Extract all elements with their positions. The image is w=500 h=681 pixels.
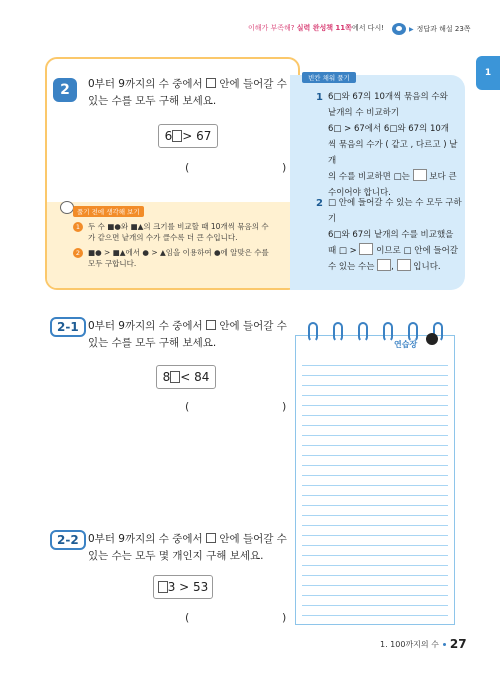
page-footer (380, 637, 467, 651)
hint-1-line2: 가 같으면 낱개의 수가 클수록 더 큰 수입니다. (88, 233, 238, 242)
step1-line1: 6□와 67의 10개씩 묶음의 수와 (328, 92, 448, 102)
step2-line1: □ 안에 들어갈 수 있는 수 모두 구하기 (328, 198, 462, 224)
blank-square-icon (172, 130, 182, 142)
answer-field[interactable] (196, 160, 276, 174)
step1-line5b: 보다 큰 (429, 172, 457, 182)
triangle-right-icon: ▶ (409, 25, 414, 33)
step2-line4a: 수 있는 수는 (328, 262, 375, 272)
blank-square-icon (206, 533, 216, 543)
hint-title: 풀기 전에 생각해 보기 (73, 206, 144, 217)
problem-2-2-question (88, 531, 288, 565)
mascot-icon (392, 23, 406, 35)
binding-ring-icon (383, 322, 393, 342)
question-line1a: 0부터 9까지의 수 중에서 (88, 78, 203, 90)
review-note-book: 실력 완성책 11쪽 (296, 24, 352, 32)
page-number: 27 (449, 637, 467, 651)
expr-left: 8 (162, 370, 171, 384)
problem-number-badge: 2 (53, 78, 77, 102)
guided-panel-title: 빈칸 채워 풀기 (302, 72, 356, 83)
step-2-number: 2 (316, 198, 323, 209)
binding-ring-icon (333, 322, 343, 342)
answer-reference-text: 정답과 해설 23쪽 (416, 25, 471, 33)
step1-line5a: 의 수를 비교하면 □는 (328, 172, 410, 182)
review-note (248, 23, 384, 33)
answer-paren-open: ( (185, 611, 190, 624)
answer-paren-open: ( (185, 161, 190, 174)
question-line2: 있는 수를 모두 구해 보세요. (88, 95, 217, 107)
hint-2 (88, 247, 293, 269)
binding-ring-icon (358, 322, 368, 342)
footer-chapter: 1. 100까지의 수 (380, 639, 439, 649)
problem-2-question (88, 76, 288, 110)
hint-2-line1: ■● > ■▲에서 ● > ▲임을 이용하여 ●에 알맞은 수를 (88, 248, 269, 257)
step1-line3: 6□ > 67에서 6□와 67의 10개 (328, 124, 450, 134)
review-note-suffix: 에서 다시! (351, 24, 385, 32)
answer-blank[interactable] (413, 169, 427, 181)
hint-2-line2: 모두 구합니다. (88, 259, 137, 268)
blank-square-icon (158, 581, 168, 593)
question-line1a: 0부터 9까지의 수 중에서 (88, 533, 203, 545)
problem-2-expression (158, 124, 218, 148)
step-1-number: 1 (316, 92, 323, 103)
step2-line4c: 입니다. (413, 262, 441, 272)
step1-line4: 씩 묶음의 수가 ( 같고 , 다르고 ) 낱개 (328, 140, 458, 166)
answer-field[interactable] (196, 399, 276, 413)
question-line1b: 안에 들어갈 수 (219, 533, 287, 545)
memo-tag: 연습장 (394, 340, 418, 349)
blank-square-icon (170, 371, 180, 383)
problem-2-1-expression (156, 365, 216, 389)
hint-1 (88, 221, 293, 243)
answer-paren-open: ( (185, 400, 190, 413)
step2-comma: , (391, 262, 394, 272)
scratch-notepad[interactable] (295, 335, 455, 625)
review-note-prefix: 이해가 부족해? (248, 24, 295, 32)
expr-right: > 67 (182, 129, 212, 143)
answer-paren-close: ) (282, 161, 287, 174)
dog-mascot-icon (60, 201, 74, 214)
chapter-tab: 1 (476, 56, 500, 90)
expr-left: 6 (164, 129, 173, 143)
answer-paren-close: ) (282, 611, 287, 624)
girl-mascot-icon (426, 333, 438, 345)
question-line1a: 0부터 9까지의 수 중에서 (88, 320, 203, 332)
blank-square-icon (206, 320, 216, 330)
hint-number-2: 2 (73, 248, 83, 258)
answer-paren-close: ) (282, 400, 287, 413)
step-1-text (328, 89, 458, 201)
question-line1b: 안에 들어갈 수 (219, 320, 287, 332)
answer-reference (392, 23, 471, 35)
question-line1b: 안에 들어갈 수 (219, 78, 287, 90)
step2-line2: 6□와 67의 낱개의 수를 비교했을 (328, 230, 454, 240)
step2-line3a: 때 □ > (328, 246, 357, 256)
blank-square-icon (206, 78, 216, 88)
dot-icon (443, 643, 446, 646)
answer-blank[interactable] (377, 259, 391, 271)
notepad-lines (302, 356, 448, 618)
step1-line2: 낱개의 수 비교하기 (328, 108, 400, 118)
problem-2-1-badge: 2-1 (50, 317, 86, 337)
expr-right: 3 > 53 (167, 580, 209, 594)
problem-2-2-badge: 2-2 (50, 530, 86, 550)
expr-right: < 84 (180, 370, 210, 384)
step1-line6: 수이어야 합니다. (328, 188, 391, 198)
answer-blank[interactable] (359, 243, 373, 255)
answer-blank[interactable] (397, 259, 411, 271)
binding-ring-icon (308, 322, 318, 342)
hint-number-1: 1 (73, 222, 83, 232)
step-2-text (328, 195, 468, 275)
question-line2: 있는 수는 모두 몇 개인지 구해 보세요. (88, 550, 264, 562)
problem-2-2-expression (153, 575, 213, 599)
hint-1-line1: 두 수 ■●와 ■▲의 크기를 비교할 때 10개씩 묶음의 수 (88, 222, 269, 231)
step2-line3b: 이므로 □ 안에 들어갈 (376, 246, 459, 256)
answer-field[interactable] (196, 610, 276, 624)
question-line2: 있는 수를 모두 구해 보세요. (88, 337, 217, 349)
problem-2-1-question (88, 318, 288, 352)
